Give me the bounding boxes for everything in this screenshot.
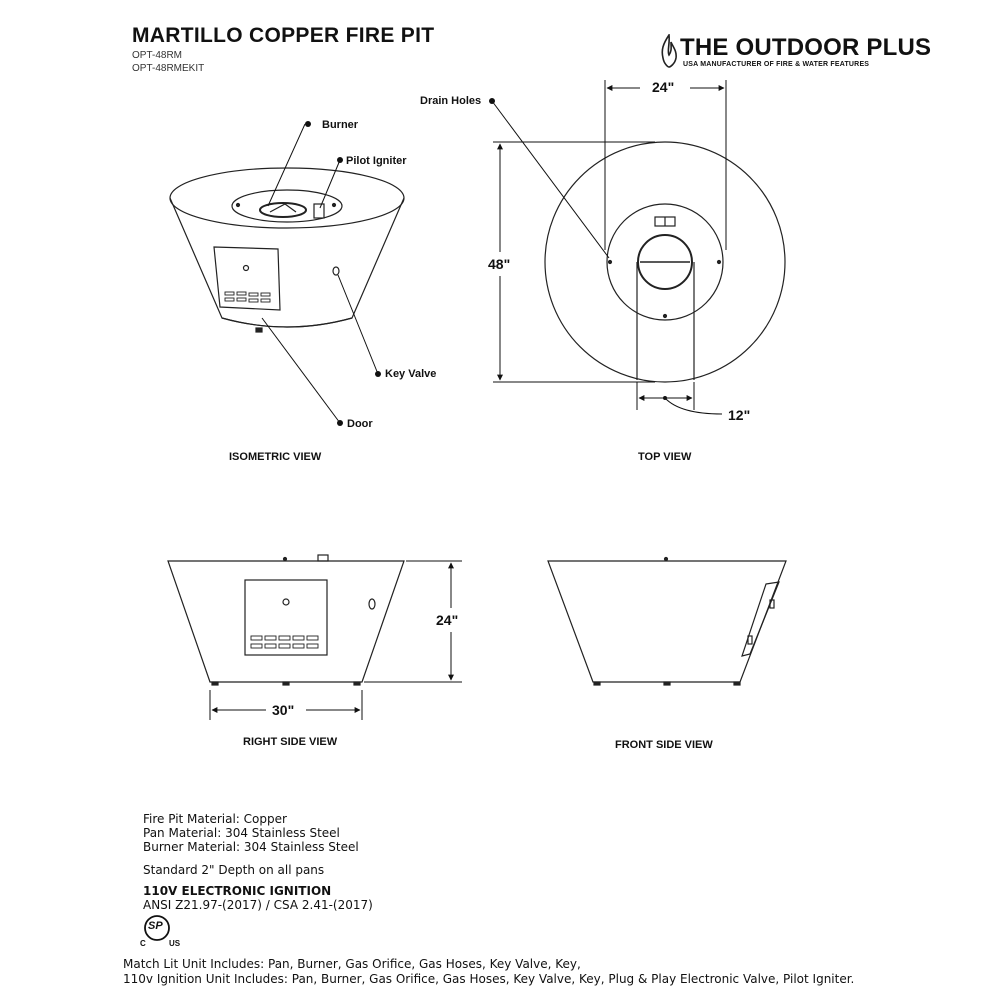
- model-number: OPT-48RM: [132, 50, 183, 61]
- door-callout: Door: [347, 418, 373, 430]
- spec-burner-material: Burner Material: 304 Stainless Steel: [143, 840, 359, 854]
- brand-tagline: USA MANUFACTURER OF FIRE & WATER FEATURES: [683, 61, 870, 68]
- pan-width-dimension: 12": [728, 407, 751, 423]
- spec-ignition-type: 110V ELECTRONIC IGNITION: [143, 884, 332, 898]
- base-width-dimension: 30": [272, 702, 295, 718]
- pilot-igniter-callout: Pilot Igniter: [346, 155, 407, 167]
- height-dimension: 24": [436, 612, 459, 628]
- spec-pan-depth: Standard 2" Depth on all pans: [143, 863, 325, 877]
- isometric-view-label: ISOMETRIC VIEW: [229, 451, 322, 463]
- brand-name: THE OUTDOOR PLUS: [680, 34, 932, 61]
- csa-c-label: C: [140, 939, 146, 948]
- right-side-view: [168, 555, 404, 685]
- spec-standards: ANSI Z21.97-(2017) / CSA 2.41-(2017): [143, 898, 373, 912]
- model-number-kit: OPT-48RMEKIT: [132, 63, 205, 74]
- top-view-label: TOP VIEW: [638, 451, 692, 463]
- right-side-view-label: RIGHT SIDE VIEW: [243, 736, 338, 748]
- drain-holes-callout: Drain Holes: [420, 95, 482, 107]
- spec-pan-material: Pan Material: 304 Stainless Steel: [143, 826, 340, 840]
- key-valve-callout: Key Valve: [385, 368, 437, 380]
- top-width-dimension: 24": [652, 79, 675, 95]
- spec-material: Fire Pit Material: Copper: [143, 812, 287, 826]
- front-side-view: [548, 558, 786, 686]
- front-side-view-label: FRONT SIDE VIEW: [615, 739, 713, 751]
- csa-us-label: US: [169, 939, 181, 948]
- top-view: [545, 142, 785, 382]
- spec-match-lit-includes: Match Lit Unit Includes: Pan, Burner, Gas Orifice, Gas Hoses, Key Valve, Key,: [123, 957, 581, 971]
- isometric-view: [170, 168, 404, 332]
- csa-certification-icon: [130, 914, 186, 950]
- spec-ignition-unit-includes: 110v Ignition Unit Includes: Pan, Burner, Gas Orifice, Gas Hoses, Key Valve, Key, Plug & Play Electronic Valve, Pilot Igniter.: [123, 972, 855, 986]
- burner-callout: Burner: [322, 119, 359, 131]
- page-title: MARTILLO COPPER FIRE PIT: [132, 24, 435, 47]
- csa-mark: SP: [148, 920, 163, 932]
- diameter-dimension: 48": [488, 256, 511, 272]
